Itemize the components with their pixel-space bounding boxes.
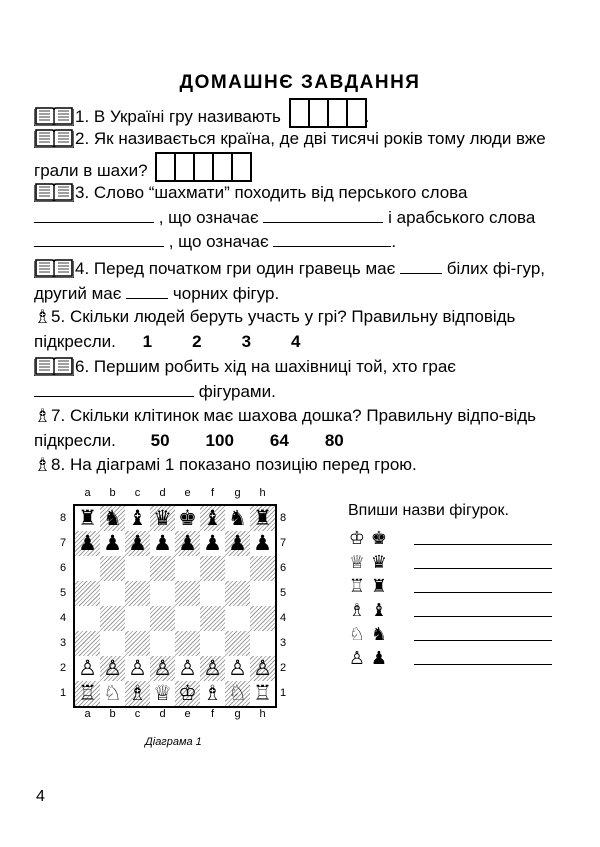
chess-piece: ♟ [178, 531, 197, 555]
rank-label: 7 [279, 537, 287, 549]
chess-figure-icon: ♗ [34, 455, 52, 476]
question-4-text: чорних фігур. [172, 283, 280, 303]
board-square [250, 681, 275, 706]
black-piece-icon: ♝ [370, 600, 388, 621]
board-square [100, 531, 125, 556]
piece-pair [346, 528, 390, 549]
board-square [150, 656, 175, 681]
chess-piece: ♝ [128, 506, 147, 530]
board-square [225, 556, 250, 581]
file-label: d [159, 487, 166, 499]
white-piece-icon: ♖ [348, 576, 366, 597]
answer-boxes-1[interactable] [289, 98, 365, 128]
board-square [175, 681, 200, 706]
file-label: g [234, 487, 241, 499]
board-square [150, 631, 175, 656]
chess-piece: ♘ [103, 681, 122, 705]
chess-piece: ♞ [103, 506, 122, 530]
board-square [125, 556, 150, 581]
question-3-text: 3. Слово “шахмати” походить від перського слова [75, 183, 468, 202]
answer-blank[interactable] [34, 381, 194, 397]
board-square [75, 656, 100, 681]
board-square [100, 681, 125, 706]
question-3-end: . [391, 232, 397, 251]
board-square [225, 656, 250, 681]
board-square [250, 506, 275, 531]
board-square [250, 581, 275, 606]
question-1-text: 1. В Україні гру називають [75, 107, 281, 126]
piece-pair [346, 576, 390, 597]
board-square [200, 556, 225, 581]
open-book-icon [34, 182, 74, 202]
answer-line[interactable] [414, 592, 552, 593]
board-square [175, 581, 200, 606]
page-number: 4 [36, 788, 45, 805]
chess-piece: ♟ [203, 531, 222, 555]
black-piece-icon: ♜ [370, 576, 388, 597]
piece-pair [346, 552, 390, 573]
question-5-text: 5. Скільки людей беруть участь у грі? Правильну відповідь підкресли. [34, 307, 516, 351]
chess-piece: ♙ [203, 656, 222, 680]
black-piece-icon: ♚ [370, 528, 388, 549]
question-3 [34, 181, 566, 255]
white-piece-icon: ♗ [348, 600, 366, 621]
rank-label: 1 [279, 687, 287, 699]
black-piece-icon: ♛ [370, 552, 388, 573]
option[interactable]: 100 [205, 430, 234, 450]
board-square [175, 506, 200, 531]
rank-label: 6 [279, 562, 287, 574]
answer-blank[interactable] [263, 207, 383, 223]
open-book-icon [34, 258, 74, 278]
board-square [125, 531, 150, 556]
board-square [100, 506, 125, 531]
option[interactable]: 50 [150, 430, 170, 450]
board-square [200, 606, 225, 631]
chess-piece: ♜ [253, 506, 272, 530]
chess-piece: ♟ [128, 531, 147, 555]
question-7 [34, 404, 566, 453]
white-piece-icon: ♔ [348, 528, 366, 549]
board-square [100, 656, 125, 681]
board-square [225, 681, 250, 706]
chess-piece: ♙ [103, 656, 122, 680]
file-label: b [109, 708, 116, 720]
chess-piece: ♙ [228, 656, 247, 680]
board-square [150, 681, 175, 706]
answer-line[interactable] [414, 664, 552, 665]
rank-label: 2 [59, 662, 67, 674]
board-square [125, 681, 150, 706]
white-piece-icon: ♕ [348, 552, 366, 573]
diagram-caption: Діаграма 1 [145, 736, 202, 748]
chess-piece: ♘ [228, 681, 247, 705]
board-square [75, 531, 100, 556]
rank-label: 4 [59, 612, 67, 624]
answer-blank[interactable] [34, 231, 164, 247]
chess-piece: ♔ [178, 681, 197, 705]
board-square [175, 556, 200, 581]
question-2-text: 2. Як називається країна, де дві тисячі років тому люди вже грали в шахи? [34, 129, 546, 180]
rank-label: 3 [59, 637, 67, 649]
answer-blank[interactable] [400, 258, 442, 274]
chess-piece: ♝ [203, 506, 222, 530]
board-square [75, 631, 100, 656]
file-label: e [184, 487, 191, 499]
question-4 [34, 257, 566, 306]
board-square [75, 681, 100, 706]
board-square [225, 606, 250, 631]
white-piece-icon: ♘ [348, 624, 366, 645]
question-7-text: 7. Скільки клітинок має шахова дошка? Правильну відпо-відь підкресли. [34, 406, 537, 450]
black-piece-icon: ♞ [370, 624, 388, 645]
answer-line[interactable] [414, 640, 552, 641]
file-label: a [84, 708, 91, 720]
board-square [175, 531, 200, 556]
answer-blank[interactable] [273, 231, 391, 247]
rank-label: 6 [59, 562, 67, 574]
page-title: ДОМАШНЄ ЗАВДАННЯ [179, 72, 421, 93]
board-square [250, 606, 275, 631]
question-3-text: і арабського слова [388, 207, 536, 227]
board-square [100, 581, 125, 606]
board-square [200, 631, 225, 656]
answer-blank[interactable] [126, 283, 168, 299]
file-label: h [259, 708, 266, 720]
chess-piece: ♙ [178, 656, 197, 680]
question-4-text: 4. Перед початком гри один гравець має [75, 259, 396, 278]
question-1-end: . [364, 107, 370, 126]
question-4-text: білих фі-гур, другий має [34, 259, 546, 303]
board-square [125, 656, 150, 681]
file-label: b [109, 487, 116, 499]
board-square [150, 581, 175, 606]
board-square [75, 581, 100, 606]
chess-piece: ♟ [103, 531, 122, 555]
chess-piece: ♛ [153, 506, 172, 530]
chess-piece: ♟ [153, 531, 172, 555]
open-book-icon [34, 106, 74, 126]
option[interactable]: 2 [192, 331, 202, 351]
board-square [150, 606, 175, 631]
board-square [250, 631, 275, 656]
answer-line[interactable] [414, 568, 552, 569]
question-3-text: , що означає [168, 232, 269, 251]
chess-piece: ♖ [253, 681, 272, 705]
board-square [200, 506, 225, 531]
black-piece-icon: ♟ [370, 648, 388, 669]
question-1 [34, 98, 566, 130]
chess-piece: ♟ [228, 531, 247, 555]
board-square [200, 656, 225, 681]
chess-figure-icon: ♗ [34, 406, 52, 427]
rank-label: 8 [59, 512, 67, 524]
board-square [200, 581, 225, 606]
question-6-text: фігурами. [198, 381, 276, 401]
board-square [125, 606, 150, 631]
chess-piece: ♙ [128, 656, 147, 680]
option[interactable]: 4 [291, 331, 301, 351]
chess-piece: ♙ [153, 656, 172, 680]
board-square [75, 506, 100, 531]
board-square [150, 506, 175, 531]
question-6-text: 6. Першим робить хід на шахівниці той, хто грає [75, 357, 456, 376]
question-8-text: 8. На діаграмі 1 показано позицію перед грою. [51, 455, 417, 474]
board-square [200, 531, 225, 556]
chess-piece: ♜ [78, 506, 97, 530]
chess-piece: ♞ [228, 506, 247, 530]
open-book-icon [34, 356, 74, 376]
board-square [250, 656, 275, 681]
board-square [125, 581, 150, 606]
question-5 [34, 305, 566, 354]
rank-label: 2 [279, 662, 287, 674]
board-square [125, 631, 150, 656]
rank-label: 7 [59, 537, 67, 549]
pieces-task-title: Впиши назви фігурок. [348, 502, 509, 519]
chess-piece: ♟ [78, 531, 97, 555]
file-label: c [134, 708, 141, 720]
board-square [100, 556, 125, 581]
option[interactable]: 80 [324, 430, 344, 450]
chess-figure-icon: ♗ [34, 307, 52, 328]
board-square [150, 556, 175, 581]
piece-pair [346, 600, 390, 621]
rank-label: 1 [59, 687, 67, 699]
board-square [150, 531, 175, 556]
chess-piece: ♗ [203, 681, 222, 705]
file-label: d [159, 708, 166, 720]
board-square [175, 656, 200, 681]
option[interactable]: 3 [241, 331, 252, 351]
answer-line[interactable] [414, 616, 552, 617]
chess-piece: ♕ [153, 681, 172, 705]
chess-piece: ♟ [253, 531, 272, 555]
option[interactable]: 64 [269, 430, 289, 450]
board-square [175, 631, 200, 656]
rank-label: 4 [279, 612, 287, 624]
question-3-text: , що означає [158, 207, 259, 227]
chess-piece: ♙ [253, 656, 272, 680]
question-2 [34, 127, 566, 183]
question-8 [34, 453, 566, 478]
chess-piece: ♖ [78, 681, 97, 705]
board-square [125, 506, 150, 531]
chess-piece: ♚ [178, 506, 197, 530]
white-piece-icon: ♙ [348, 648, 366, 669]
answer-blank[interactable] [34, 207, 154, 223]
file-label: c [134, 487, 141, 499]
board-square [200, 681, 225, 706]
piece-pair [346, 624, 390, 645]
board-square [100, 606, 125, 631]
board-square [75, 606, 100, 631]
chess-piece: ♙ [78, 656, 97, 680]
question-6 [34, 355, 566, 404]
file-label: g [234, 708, 241, 720]
board-square [225, 631, 250, 656]
file-label: h [259, 487, 266, 499]
rank-label: 8 [279, 512, 287, 524]
board-square [175, 606, 200, 631]
board-square [225, 581, 250, 606]
board-square [225, 531, 250, 556]
answer-line[interactable] [414, 544, 552, 545]
board-square [250, 556, 275, 581]
chess-piece: ♗ [128, 681, 147, 705]
answer-boxes-2[interactable] [155, 152, 250, 182]
board-square [250, 531, 275, 556]
chessboard [73, 504, 277, 708]
board-square [225, 506, 250, 531]
piece-pair [346, 648, 390, 669]
board-square [75, 556, 100, 581]
rank-label: 3 [279, 637, 287, 649]
file-label: f [210, 708, 215, 720]
rank-label: 5 [59, 587, 67, 599]
file-label: a [84, 487, 91, 499]
board-square [100, 631, 125, 656]
open-book-icon [34, 128, 74, 148]
option[interactable]: 1 [142, 331, 153, 351]
file-label: f [210, 487, 215, 499]
file-label: e [184, 708, 191, 720]
rank-label: 5 [279, 587, 287, 599]
